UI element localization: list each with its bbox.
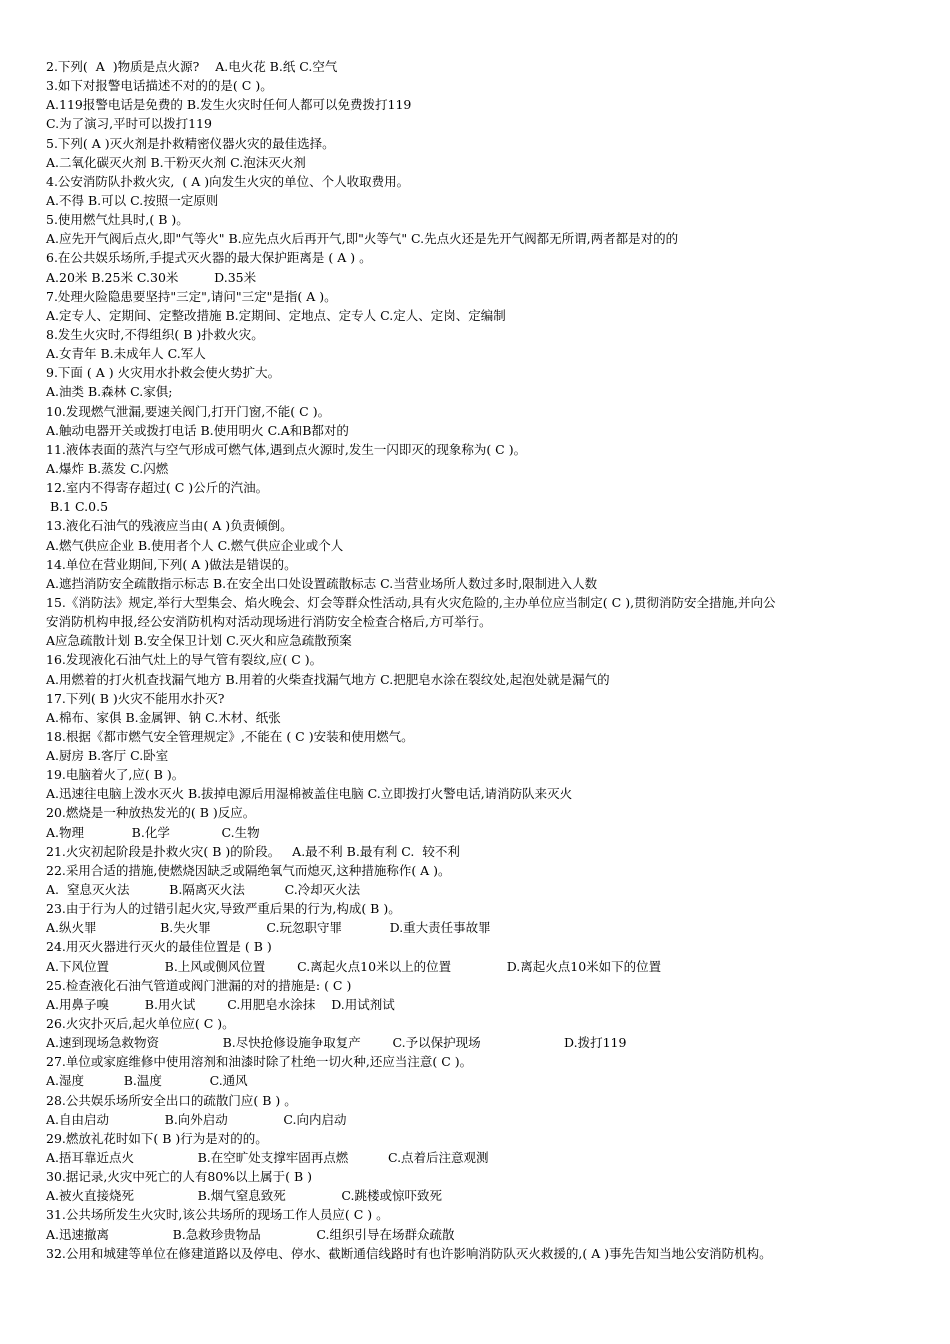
text-line: A. 窒息灭火法 B.隔离灭火法 C.冷却灭火法 [46, 882, 361, 898]
text-line: A.下风位置 B.上风或侧风位置 C.离起火点10米以上的位置 D.离起火点10米如下的位置 [46, 958, 662, 974]
text-line: A.物理 B.化学 C.生物 [46, 824, 260, 840]
text-line: 21.火灾初起阶段是扑救火灾( B )的阶段。 A.最不利 B.最有利 C. 较不利 [46, 843, 460, 859]
text-line: 6.在公共娱乐场所,手提式灭火器的最大保护距离是 ( A ) 。 [46, 250, 372, 266]
text-line: A.湿度 B.温度 C.通风 [46, 1073, 248, 1089]
text-line: A.用鼻子嗅 B.用火试 C.用肥皂水涂抹 D.用试剂试 [46, 996, 395, 1012]
text-line: 28.公共娱乐场所安全出口的疏散门应( B ) 。 [46, 1092, 297, 1108]
text-line: 25.检查液化石油气管道或阀门泄漏的对的措施是: ( C ) [46, 977, 352, 993]
text-line: 20.燃烧是一种放热发光的( B )反应。 [46, 805, 256, 821]
text-line: 2.下列( A )物质是点火源? A.电火花 B.纸 C.空气 [46, 59, 338, 74]
text-line: 7.处理火险隐患要坚持"三定",请问"三定"是指( A )。 [46, 288, 337, 304]
text-line: 23.由于行为人的过错引起火灾,导致严重后果的行为,构成( B )。 [46, 901, 401, 917]
text-line: 17.下列( B )火灾不能用水扑灭? [46, 690, 225, 706]
text-line: A.自由启动 B.向外启动 C.向内启动 [46, 1111, 347, 1127]
text-line: 13.液化石油气的残液应当由( A )负责倾倒。 [46, 518, 293, 534]
text-line: A应急疏散计划 B.安全保卫计划 C.灭火和应急疏散预案 [46, 633, 352, 649]
text-line: 24.用灭火器进行灭火的最佳位置是 ( B ) [46, 939, 272, 955]
text-line: 15.《消防法》规定,举行大型集会、焰火晚会、灯会等群众性活动,具有火灾危险的,主办单位应当制定( C ),贯彻消防安全措施,并向公 [46, 594, 776, 610]
text-line: A.迅速往电脑上泼水灭火 B.拔掉电源后用湿棉被盖住电脑 C.立即拨打火警电话,请消防队来灭火 [46, 786, 573, 802]
text-line: A.定专人、定期间、定整改措施 B.定期间、定地点、定专人 C.定人、定岗、定编制 [46, 307, 506, 323]
text-line: 安消防机构申报,经公安消防机构对活动现场进行消防安全检查合格后,方可举行。 [46, 614, 492, 630]
text-line: A.爆炸 B.蒸发 C.闪燃 [46, 460, 169, 476]
text-line: A.速到现场急救物资 B.尽快抢修设施争取复产 C.予以保护现场 D.拨打119 [46, 1035, 627, 1051]
text-line: A.迅速撤离 B.急救珍贵物品 C.组织引导在场群众疏散 [46, 1226, 455, 1242]
text-line: 11.液体表面的蒸汽与空气形成可燃气体,遇到点火源时,发生一闪即灭的现象称为( C )。 [46, 441, 527, 457]
text-line: 16.发现液化石油气灶上的导气管有裂纹,应( C )。 [46, 652, 323, 668]
text-line: A.捂耳靠近点火 B.在空旷处支撑牢固再点燃 C.点着后注意观测 [46, 1150, 489, 1166]
text-line: 5.使用燃气灶具时,( B )。 [46, 212, 189, 228]
document-page [46, 57, 926, 1263]
text-line: 12.室内不得寄存超过( C )公斤的汽油。 [46, 480, 269, 496]
text-line: 4.公安消防队扑救火灾, ( A )向发生火灾的单位、个人收取费用。 [46, 173, 410, 189]
text-line: 10.发现燃气泄漏,要速关阀门,打开门窗,不能( C )。 [46, 403, 331, 419]
text-line: A.20米 B.25米 C.30米 D.35米 [46, 269, 257, 285]
text-line: 27.单位或家庭维修中使用溶剂和油漆时除了杜绝一切火种,还应当注意( C )。 [46, 1054, 473, 1070]
text-line: 9.下面 ( A ) 火灾用水扑救会使火势扩大。 [46, 365, 281, 381]
text-line: 26.火灾扑灭后,起火单位应( C )。 [46, 1016, 235, 1032]
text-line: 22.采用合适的措施,使燃烧因缺乏或隔绝氧气而熄灭,这种措施称作( A )。 [46, 862, 451, 878]
text-line: A.纵火罪 B.失火罪 C.玩忽职守罪 D.重大责任事故罪 [46, 920, 491, 936]
text-line: 18.根据《都市燃气安全管理规定》,不能在 ( C )安装和使用燃气。 [46, 728, 414, 744]
text-line: A.触动电器开关或拨打电话 B.使用明火 C.A和B都对的 [46, 422, 349, 438]
text-line: 8.发生火灾时,不得组织( B )扑救火灾。 [46, 326, 264, 342]
text-line: A.油类 B.森林 C.家俱; [46, 384, 173, 400]
text-line: 19.电脑着火了,应( B )。 [46, 767, 185, 783]
text-line: A.遮挡消防安全疏散指示标志 B.在安全出口处设置疏散标志 C.当营业场所人数过多时,限制进入人数 [46, 575, 598, 591]
text-line: 14.单位在营业期间,下列( A )做法是错误的。 [46, 556, 297, 572]
text-line: A.二氧化碳灭火剂 B.干粉灭火剂 C.泡沫灭火剂 [46, 154, 306, 170]
text-line: A.119报警电话是免费的 B.发生火灾时任何人都可以免费拨打119 [46, 97, 412, 113]
text-line: 3.如下对报警电话描述不对的的是( C )。 [46, 78, 273, 94]
text-line: A.棉布、家俱 B.金属钾、钠 C.木材、纸张 [46, 709, 281, 725]
text-line: 30.据记录,火灾中死亡的人有80%以上属于( B ) [46, 1169, 313, 1185]
text-line: A.用燃着的打火机查找漏气地方 B.用着的火柴查找漏气地方 C.把肥皂水涂在裂纹处,起泡处就是漏气的 [46, 671, 610, 687]
text-line: A.厨房 B.客厅 C.卧室 [46, 748, 169, 764]
text-line: 31.公共场所发生火灾时,该公共场所的现场工作人员应( C ) 。 [46, 1207, 389, 1223]
text-line: A.不得 B.可以 C.按照一定原则 [46, 192, 219, 208]
text-line: A.被火直接烧死 B.烟气窒息致死 C.跳楼或惊吓致死 [46, 1188, 442, 1204]
text-line: 29.燃放礼花时如下( B )行为是对的的。 [46, 1130, 268, 1146]
text-line: C.为了演习,平时可以拨打119 [46, 116, 212, 132]
text-line: 32.公用和城建等单位在修建道路以及停电、停水、截断通信线路时有也许影响消防队灭火救援的,( A )事先告知当地公安消防机构。 [46, 1245, 772, 1261]
text-line: A.应先开气阀后点火,即"气等火" B.应先点火后再开气,即"火等气" C.先点火还是先开气阀都无所谓,两者都是对的的 [46, 231, 679, 247]
text-line: B.1 C.0.5 [46, 499, 109, 515]
text-line: A.燃气供应企业 B.使用者个人 C.燃气供应企业或个人 [46, 537, 344, 553]
text-line: 5.下列( A )灭火剂是扑救精密仪器火灾的最佳选择。 [46, 135, 335, 151]
text-line: A.女青年 B.未成年人 C.军人 [46, 346, 206, 362]
